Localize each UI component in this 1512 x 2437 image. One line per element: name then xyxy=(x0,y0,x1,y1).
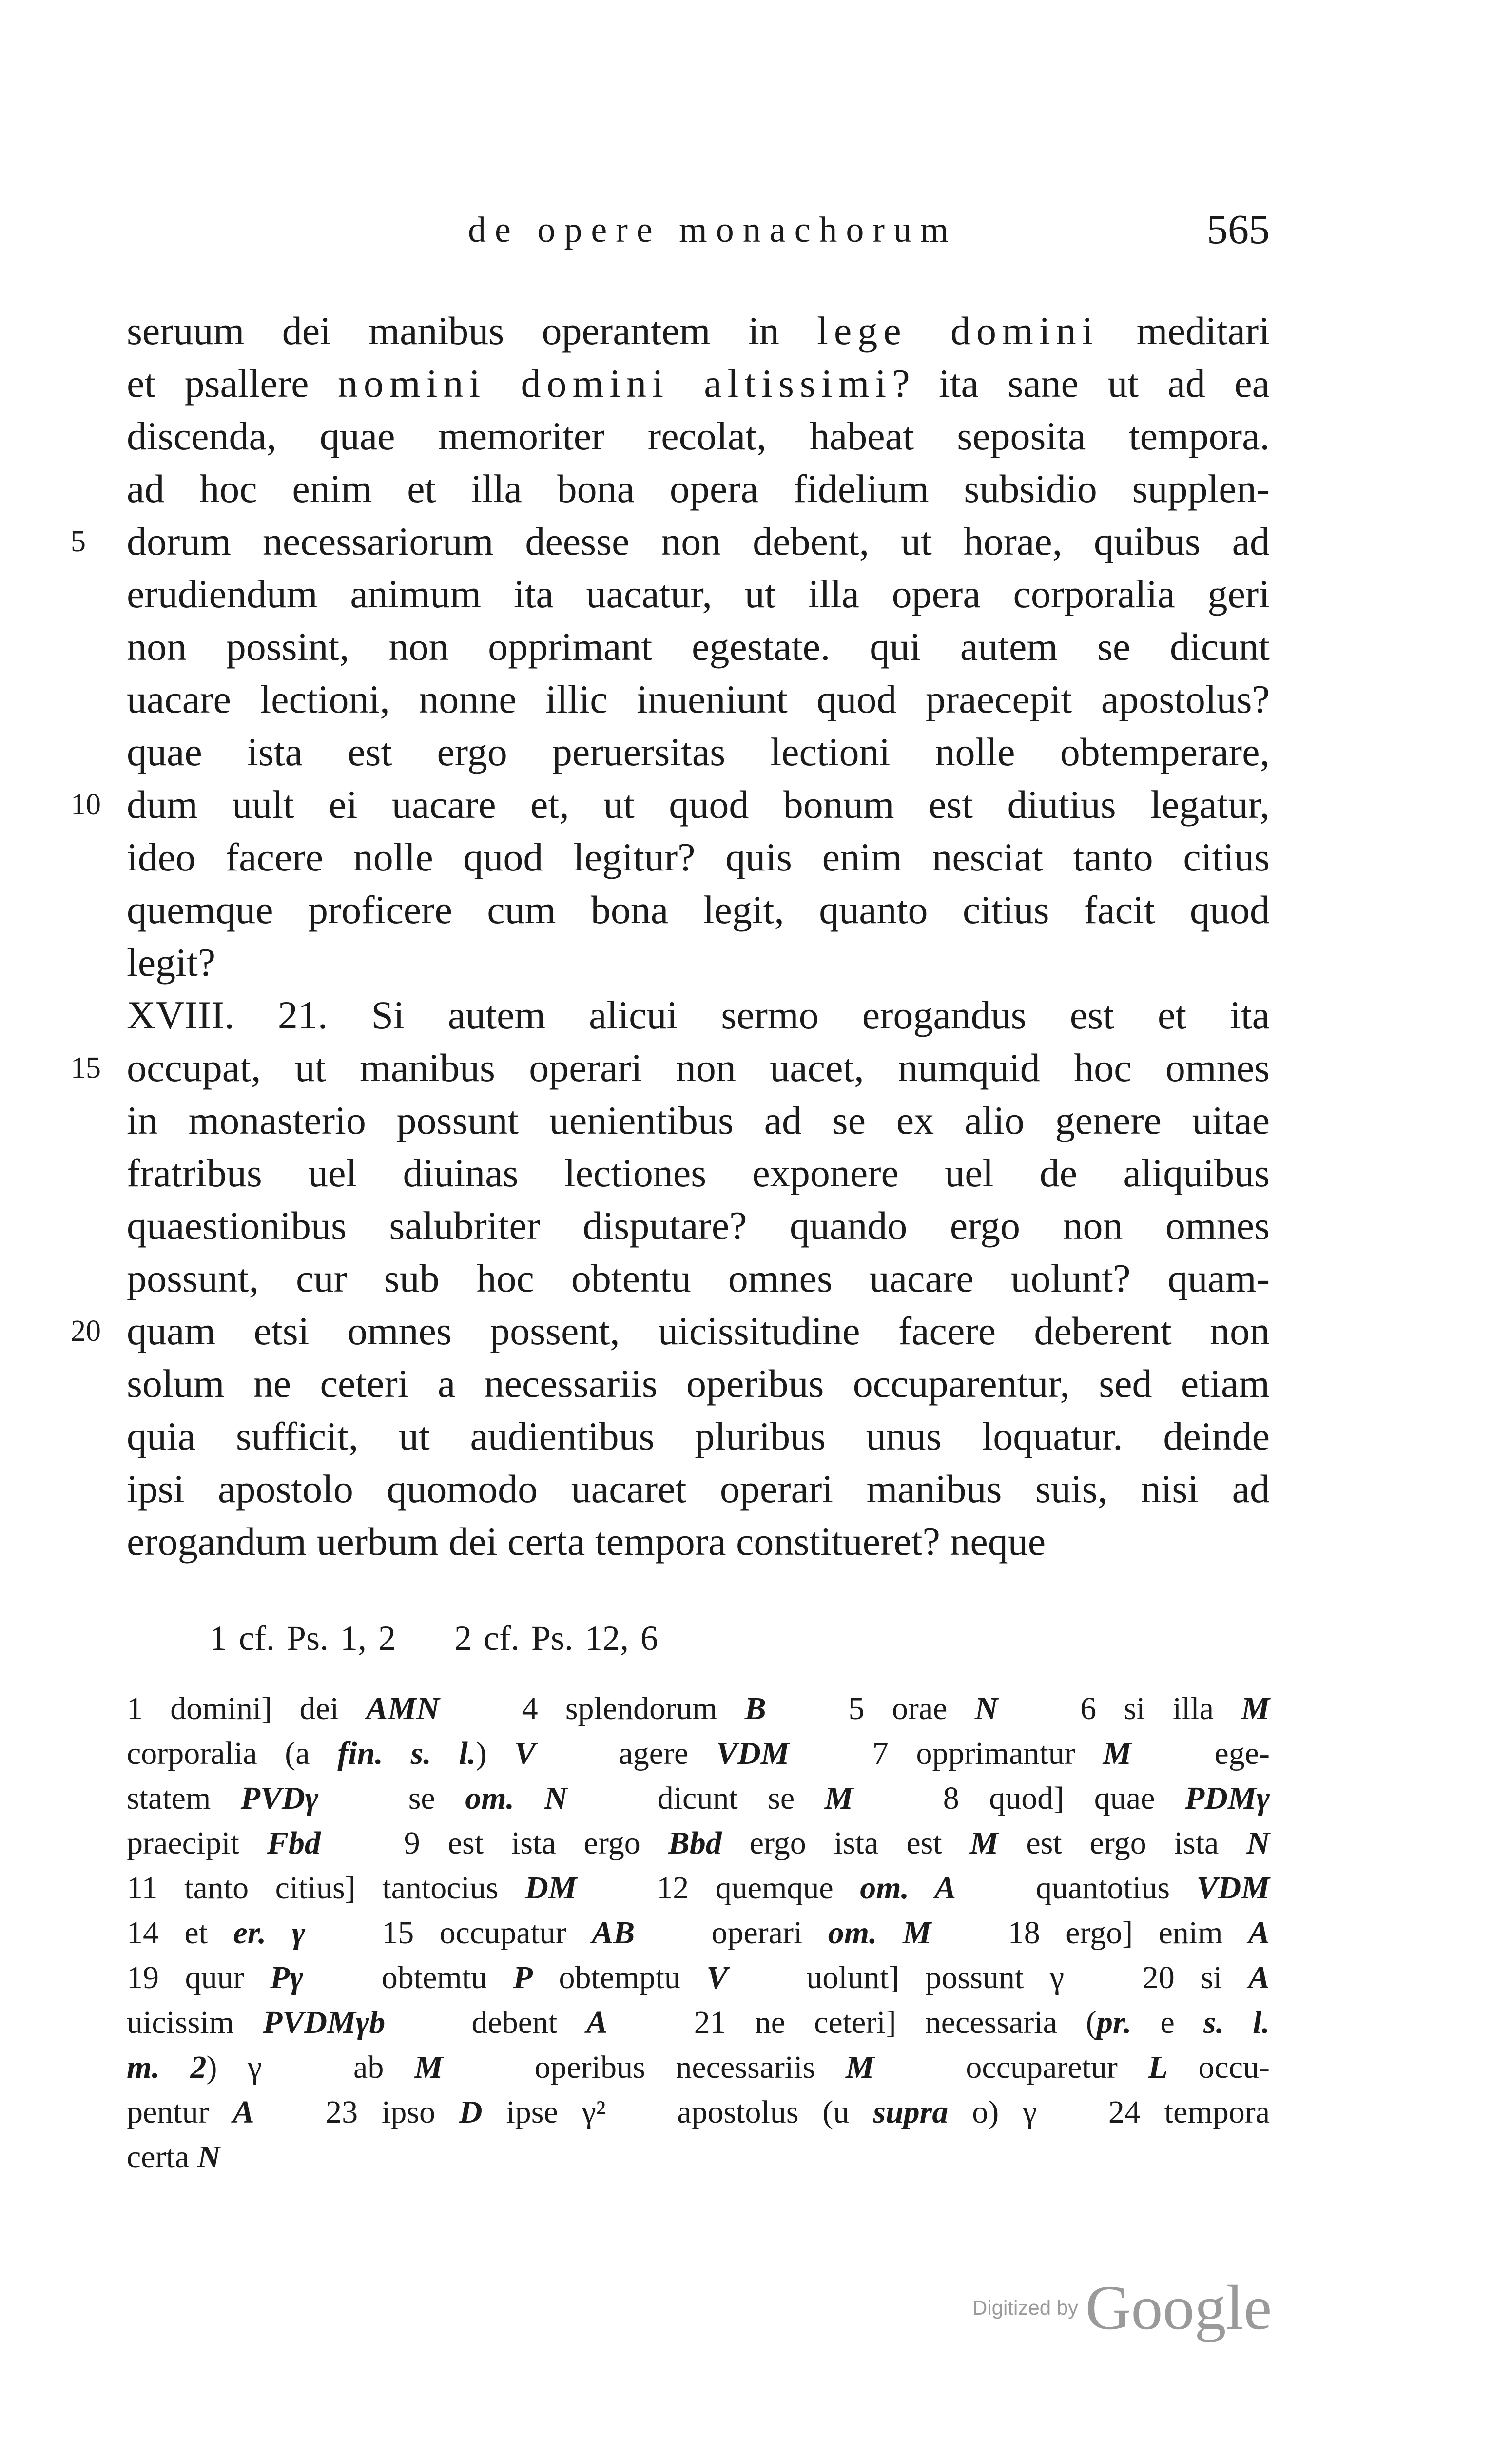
apparatus-siglum: A xyxy=(233,2094,254,2130)
apparatus-siglum: V xyxy=(514,1736,536,1771)
apparatus-siglum: Bbd xyxy=(668,1825,722,1861)
apparatus-text: 12 quemque xyxy=(577,1870,860,1906)
text-line xyxy=(127,831,1270,884)
line-text: ideo facere nolle quod legitur? quis enim nesciat tanto citius xyxy=(127,835,1270,879)
apparatus-siglum: M xyxy=(969,1825,999,1861)
line-text: legit? xyxy=(127,940,216,985)
text-line xyxy=(127,1463,1270,1515)
apparatus-text: ) xyxy=(476,1736,515,1771)
text-line xyxy=(127,1094,1270,1147)
text-line xyxy=(127,1147,1270,1199)
apparatus-line xyxy=(127,1911,1270,1955)
line-text: quam etsi omnes possent, uicissitudine facere deberent non xyxy=(127,1309,1270,1353)
line-number: 5 xyxy=(71,525,86,558)
apparatus-text: agere xyxy=(536,1736,717,1771)
apparatus-siglum: A xyxy=(1248,1915,1270,1951)
apparatus-siglum: VDM xyxy=(1196,1870,1270,1906)
text-line xyxy=(127,936,1270,989)
line-text: uacare lectioni, nonne illic inueniunt quod praecepit apostolus? xyxy=(127,677,1270,721)
critical-apparatus xyxy=(127,1686,1270,2180)
text-line xyxy=(127,1252,1270,1305)
apparatus-text: ergo ista est xyxy=(721,1825,970,1861)
spaced-emphasis: lege domini xyxy=(817,309,1099,353)
apparatus-text: uicissim xyxy=(127,2005,263,2040)
apparatus-siglum: Pγ xyxy=(270,1960,303,1995)
apparatus-text: statem xyxy=(127,1780,241,1816)
apparatus-siglum: om. N xyxy=(465,1780,568,1816)
google-logo: Google xyxy=(1085,2273,1272,2343)
line-text: et psallere nomini domini altissimi? ita sane ut ad ea xyxy=(127,361,1270,406)
apparatus-text: occuparetur xyxy=(874,2050,1148,2085)
digitized-watermark xyxy=(972,2271,1272,2344)
text-line xyxy=(127,673,1270,726)
apparatus-siglum: V xyxy=(706,1960,728,1995)
apparatus-siglum: L xyxy=(1148,2050,1168,2085)
apparatus-text: 15 occupatur xyxy=(305,1915,592,1951)
text-line xyxy=(127,726,1270,778)
apparatus-text: pentur xyxy=(127,2094,233,2130)
apparatus-siglum: s. l. xyxy=(1203,2005,1270,2040)
apparatus-siglum: m. 2 xyxy=(127,2050,207,2085)
text-line xyxy=(71,1305,1270,1357)
apparatus-text: ipse γ² apostolus (u xyxy=(482,2094,873,2130)
apparatus-text: quantotius xyxy=(956,1870,1197,1906)
apparatus-text: 9 est ista ergo xyxy=(320,1825,668,1861)
apparatus-text: 6 si illa xyxy=(998,1691,1241,1726)
apparatus-text: 1 domini] dei xyxy=(127,1691,367,1726)
apparatus-text: e xyxy=(1131,2005,1203,2040)
main-text xyxy=(71,305,1270,1568)
line-text: quae ista est ergo peruersitas lectioni nolle obtemperare, xyxy=(127,730,1270,774)
apparatus-line xyxy=(127,1776,1270,1821)
line-text: occupat, ut manibus operari non uacet, numquid hoc omnes xyxy=(127,1045,1270,1090)
apparatus-line xyxy=(127,1821,1270,1866)
line-text: quia sufficit, ut audientibus pluribus unus loquatur. deinde xyxy=(127,1414,1270,1458)
apparatus-siglum: AMN xyxy=(366,1691,440,1726)
apparatus-text: est ergo ista xyxy=(998,1825,1247,1861)
text-line xyxy=(127,989,1270,1042)
text-line xyxy=(127,463,1270,515)
apparatus-siglum: PDMγ xyxy=(1184,1780,1270,1816)
apparatus-siglum: Fbd xyxy=(267,1825,321,1861)
apparatus-siglum: P xyxy=(513,1960,533,1995)
line-text: quaestionibus salubriter disputare? quando ergo non omnes xyxy=(127,1203,1270,1248)
apparatus-text: debent xyxy=(385,2005,586,2040)
apparatus-text: 5 orae xyxy=(766,1691,975,1726)
line-text: quemque proficere cum bona legit, quanto citius facit quod xyxy=(127,888,1270,932)
text-line xyxy=(127,1357,1270,1410)
apparatus-text: praecipit xyxy=(127,1825,267,1861)
line-text: fratribus uel diuinas lectiones exponere uel de aliquibus xyxy=(127,1151,1270,1195)
line-text: discenda, quae memoriter recolat, habeat seposita tempora. xyxy=(127,414,1270,458)
apparatus-line xyxy=(127,1866,1270,1911)
line-text: in monasterio possunt uenientibus ad se ex alio genere uitae xyxy=(127,1098,1270,1142)
apparatus-line xyxy=(127,2000,1270,2045)
line-text: erudiendum animum ita uacatur, ut illa opera corporalia geri xyxy=(127,572,1270,616)
apparatus-siglum: A xyxy=(1248,1960,1270,1995)
apparatus-text: operibus necessariis xyxy=(443,2050,846,2085)
line-number: 10 xyxy=(71,788,101,821)
page-number: 565 xyxy=(1207,206,1270,252)
apparatus-siglum: DM xyxy=(525,1870,577,1906)
line-text: non possint, non opprimant egestate. qui autem se dicunt xyxy=(127,624,1270,669)
page-header xyxy=(127,205,1270,258)
source-note-ref-1: 1 cf. Ps. 1, 2 xyxy=(210,1619,396,1658)
apparatus-siglum: M xyxy=(1241,1691,1270,1726)
apparatus-siglum: N xyxy=(197,2139,221,2175)
apparatus-line xyxy=(127,1731,1270,1776)
text-line xyxy=(71,1042,1270,1094)
apparatus-text: occu- xyxy=(1167,2050,1270,2085)
apparatus-line xyxy=(127,1686,1270,1731)
line-text: dum uult ei uacare et, ut quod bonum est diutius legatur, xyxy=(127,782,1270,827)
apparatus-text: corporalia (a xyxy=(127,1736,338,1771)
apparatus-text: ege- xyxy=(1131,1736,1270,1771)
apparatus-text: 23 ipso xyxy=(254,2094,459,2130)
apparatus-siglum: B xyxy=(744,1691,766,1726)
apparatus-line xyxy=(127,2135,1270,2180)
apparatus-text: ) γ ab xyxy=(206,2050,414,2085)
apparatus-siglum: pr. xyxy=(1096,2005,1132,2040)
apparatus-siglum: PVDMγb xyxy=(263,2005,386,2040)
line-text: dorum necessariorum deesse non debent, ut horae, quibus ad xyxy=(127,519,1270,563)
apparatus-siglum: M xyxy=(845,2050,874,2085)
apparatus-siglum: M xyxy=(414,2050,443,2085)
apparatus-line xyxy=(127,2045,1270,2090)
apparatus-text: uolunt] possunt γ 20 si xyxy=(728,1960,1248,1995)
line-text: ipsi apostolo quomodo uacaret operari manibus suis, nisi ad xyxy=(127,1467,1270,1511)
apparatus-siglum: om. M xyxy=(828,1915,931,1951)
apparatus-text: o) γ 24 tempora xyxy=(948,2094,1270,2130)
text-line xyxy=(127,1199,1270,1252)
line-number: 15 xyxy=(71,1051,101,1084)
spaced-emphasis: nomini domini altissimi xyxy=(337,361,892,406)
apparatus-text: 4 splendorum xyxy=(439,1691,745,1726)
apparatus-siglum: VDM xyxy=(716,1736,790,1771)
text-line xyxy=(71,515,1270,568)
running-title: de opere monachorum xyxy=(468,210,957,250)
apparatus-siglum: A xyxy=(586,2005,608,2040)
line-text: solum ne ceteri a necessariis operibus occuparentur, sed etiam xyxy=(127,1361,1270,1406)
apparatus-text: 18 ergo] enim xyxy=(931,1915,1248,1951)
apparatus-siglum: PVDγ xyxy=(240,1780,319,1816)
apparatus-siglum: AB xyxy=(592,1915,635,1951)
apparatus-siglum: supra xyxy=(873,2094,949,2130)
text-line xyxy=(127,1410,1270,1463)
apparatus-siglum: er. γ xyxy=(233,1915,306,1951)
text-line xyxy=(127,410,1270,463)
apparatus-text: 21 ne ceteri] necessaria ( xyxy=(607,2005,1097,2040)
text-line xyxy=(127,884,1270,936)
apparatus-siglum: N xyxy=(1246,1825,1270,1861)
apparatus-siglum: N xyxy=(974,1691,998,1726)
line-text: XVIII. 21. Si autem alicui sermo erogandus est et ita xyxy=(127,993,1270,1037)
line-text: possunt, cur sub hoc obtentu omnes uacare uolunt? quam- xyxy=(127,1256,1270,1300)
apparatus-siglum: M xyxy=(1103,1736,1132,1771)
source-note xyxy=(210,1618,658,1659)
text-line xyxy=(127,568,1270,620)
apparatus-text: 7 opprimantur xyxy=(789,1736,1103,1771)
text-line xyxy=(127,1515,1270,1568)
apparatus-text: 14 et xyxy=(127,1915,233,1951)
apparatus-line xyxy=(127,1955,1270,2000)
apparatus-line xyxy=(127,2090,1270,2135)
apparatus-text: 19 quur xyxy=(127,1960,271,1995)
apparatus-siglum: fin. s. l. xyxy=(337,1736,476,1771)
apparatus-text: 8 quod] quae xyxy=(853,1780,1185,1816)
apparatus-text: operari xyxy=(635,1915,828,1951)
line-text: ad hoc enim et illa bona opera fidelium subsidio supplen- xyxy=(127,466,1270,511)
line-text: seruum dei manibus operantem in lege domini meditari xyxy=(127,309,1270,353)
text-line xyxy=(127,305,1270,357)
apparatus-text: obtemptu xyxy=(532,1960,707,1995)
line-text: erogandum uerbum dei certa tempora constitueret? neque xyxy=(127,1519,1046,1564)
apparatus-text: certa xyxy=(127,2139,197,2175)
apparatus-siglum: D xyxy=(459,2094,483,2130)
apparatus-text: obtemtu xyxy=(303,1960,513,1995)
apparatus-text: dicunt se xyxy=(567,1780,825,1816)
line-number: 20 xyxy=(71,1315,101,1348)
apparatus-text: se xyxy=(318,1780,465,1816)
text-line xyxy=(127,357,1270,410)
text-line xyxy=(71,778,1270,831)
apparatus-siglum: om. A xyxy=(860,1870,956,1906)
apparatus-text: 11 tanto citius] tantocius xyxy=(127,1870,525,1906)
apparatus-siglum: M xyxy=(824,1780,853,1816)
digitized-label: Digitized by xyxy=(972,2296,1079,2319)
source-note-ref-2: 2 cf. Ps. 12, 6 xyxy=(454,1619,658,1658)
text-line xyxy=(127,620,1270,673)
